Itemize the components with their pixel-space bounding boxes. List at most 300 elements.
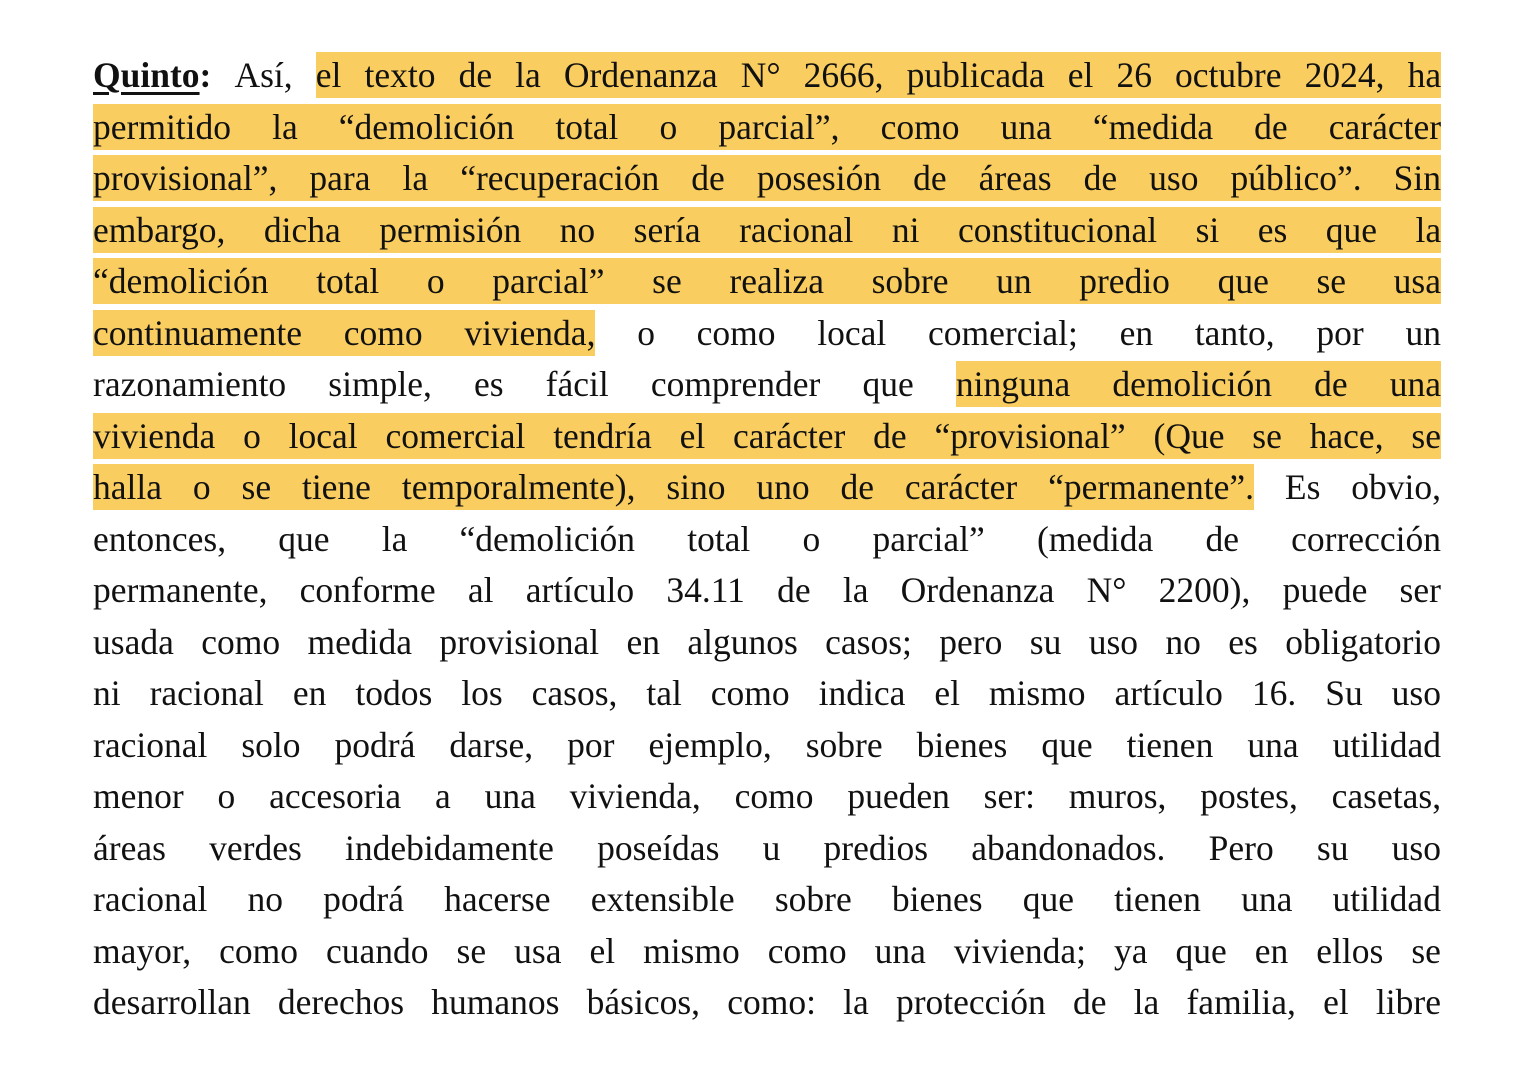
word: la [1133,982,1160,1022]
word-gap [1201,619,1228,665]
word-gap [845,413,873,459]
highlighted-word: dicha [264,207,341,253]
word: desarrollan [93,982,251,1022]
word: que [278,518,330,559]
highlighted-word: uso [1149,155,1198,201]
word-gap [184,773,218,819]
word: racional [93,879,208,919]
word-gap [428,155,460,201]
word-gap [486,928,514,974]
word-gap [660,619,687,665]
text-line [93,567,1441,619]
word: simple, [328,364,432,404]
highlighted-word: es [1258,207,1288,253]
highlighted-word: constitucional [958,207,1157,253]
word-gap [1070,361,1112,407]
word-gap [1383,928,1411,974]
word-gap [701,773,735,819]
word: los [461,673,503,713]
word: no [1165,621,1201,662]
word-gap [302,310,344,356]
word: podrá [323,879,404,919]
word-gap [1224,413,1252,459]
word-gap [162,464,193,510]
word-gap [302,825,345,871]
word: u [762,827,781,868]
word-gap [1052,104,1093,150]
word: la [842,570,869,610]
word-gap [412,619,439,665]
word-gap [1320,464,1351,510]
word: en [1254,930,1289,971]
word: casos; [825,621,912,662]
word-gap [852,876,892,922]
word-gap [1159,979,1186,1025]
word-gap [1046,979,1073,1025]
word-gap [884,52,907,98]
word-gap [1274,825,1317,871]
word-gap [1269,258,1317,304]
word: vivienda; [953,930,1086,971]
word-gap [166,825,209,871]
highlighted-word: de [1084,155,1118,201]
word-gap [504,361,546,407]
word-gap [1170,258,1218,304]
highlighted-word: se [1411,413,1441,459]
word-gap [1201,876,1241,922]
word: de [777,570,811,610]
highlighted-word: permisión [379,207,521,253]
highlighted-word: predio [1079,258,1170,304]
word-gap [599,619,626,665]
word: hacerse [444,879,551,919]
word-gap [912,619,939,665]
word-gap [225,207,263,253]
word-gap [1213,722,1247,768]
word-gap [445,258,493,304]
word: áreas [93,827,166,868]
highlighted-word: permitido [93,104,231,150]
word: no [247,879,283,919]
highlighted-word: “provisional” [934,413,1125,459]
word-gap [798,619,825,665]
word: casetas, [1331,776,1442,816]
word: se [1411,930,1441,971]
highlighted-word: parcial”, [718,104,839,150]
word-gap [959,104,1000,150]
word-gap [1213,104,1254,150]
word-gap [432,670,461,716]
word: a [434,776,451,816]
highlighted-word: sino [666,464,725,510]
word: usada [93,621,174,662]
highlighted-word: 2024, [1305,52,1385,98]
text-line [93,207,1441,259]
highlighted-word: de [1314,361,1348,407]
word: en [292,673,327,713]
word: familia, [1186,982,1296,1022]
word-gap [595,207,633,253]
highlighted-word: sobre [872,258,949,304]
word: en [1119,312,1154,353]
word-gap [1272,361,1314,407]
word-gap [371,155,403,201]
word: racional [149,673,264,713]
word-gap [1157,207,1195,253]
word-gap [853,207,891,253]
highlighted-word: una [1390,361,1441,407]
highlighted-word: carácter [733,413,845,459]
highlighted-word: Ordenanza [564,52,718,98]
word: algunos [687,621,798,662]
highlighted-word: de [459,52,493,98]
word-gap [868,567,900,613]
word: uso [1391,673,1441,713]
word: obligatorio [1285,621,1442,662]
word-gap [174,619,201,665]
word-gap [1165,825,1208,871]
highlighted-word: se [1252,413,1282,459]
word: mismo [643,930,740,971]
word-gap [1288,928,1316,974]
highlighted-word: temporalmente), [402,464,636,510]
word: ni [93,673,121,713]
word-gap [1126,567,1158,613]
word-gap [559,979,586,1025]
word-gap [1032,258,1080,304]
highlighted-word: tendría [553,413,652,459]
word: el [934,673,960,713]
word-gap [1106,979,1133,1025]
word-gap [561,928,589,974]
word: tanto, [1194,312,1275,353]
word-gap [1275,310,1317,356]
word-gap [1384,413,1412,459]
word: accesoria [269,776,402,816]
word: de [1205,518,1239,559]
word-gap [947,155,979,201]
highlighted-word: (Que [1154,413,1225,459]
word-gap [1086,670,1115,716]
word-gap [1061,619,1088,665]
word: sobre [805,724,883,765]
highlighted-word: de [691,155,725,201]
word-gap [907,413,935,459]
word-gap [682,670,711,716]
word: artículo [525,570,635,610]
word: conforme [299,570,436,610]
word-gap [750,516,802,562]
word-gap [521,207,559,253]
highlighted-word: total [555,104,618,150]
word-gap [1093,52,1116,98]
word: su [1029,621,1062,662]
highlighted-word: embargo, [93,207,225,253]
word-gap [824,258,872,304]
word-gap [1117,155,1149,201]
word: como [710,673,790,713]
highlighted-word: un [996,258,1032,304]
highlighted-word: “recuperación [460,155,659,201]
word-gap [1250,567,1282,613]
highlighted-word: no [560,207,596,253]
highlighted-word: de [841,464,875,510]
word-gap [790,670,819,716]
word-gap [776,310,818,356]
word: el [1323,982,1349,1022]
word: que [862,364,914,404]
word-gap [914,361,956,407]
word-gap [551,876,591,922]
word-gap [1093,722,1127,768]
word-gap [554,825,597,871]
word-gap [536,773,570,819]
word: una [484,776,536,816]
highlighted-word: o [660,104,678,150]
highlighted-word: 26 [1116,52,1152,98]
highlighted-word: texto [364,52,435,98]
word: el [589,930,616,971]
word: una [1247,724,1299,765]
word: que [1041,724,1093,765]
highlighted-word: N° [741,52,781,98]
word: pueden [847,776,950,816]
word-gap [811,567,843,613]
word: comprender [650,364,821,404]
word-gap [1152,52,1175,98]
word: predios [823,827,929,868]
word-gap [652,413,680,459]
word: “demolición [459,518,636,559]
word: (medida [1036,518,1154,559]
word-gap [261,413,289,459]
word: bienes [891,879,983,919]
word: muros, [1068,776,1167,816]
word-gap [816,979,843,1025]
word-gap [1348,825,1391,871]
highlighted-word: 2666, [804,52,884,98]
word-gap [1054,567,1086,613]
highlighted-word: carácter [1329,104,1441,150]
word-gap [298,928,326,974]
word: protección [895,982,1046,1022]
word-gap [1035,773,1069,819]
word: en [626,621,660,662]
word-gap [960,670,989,716]
word-gap [659,155,691,201]
highlighted-word: posesión [757,155,881,201]
word: corrección [1291,518,1441,559]
word-gap [121,670,150,716]
highlighted-word: local [289,413,358,459]
word: puede [1282,570,1368,610]
word: poseídas [597,827,720,868]
highlighted-word: la [1415,207,1441,253]
text-line [93,670,1441,722]
word-gap [1288,104,1329,150]
word: como: [727,982,816,1022]
word: uso [1391,827,1441,868]
word: entonces, [93,518,227,559]
word-gap [820,361,862,407]
word: ejemplo, [648,724,772,765]
text-line [93,825,1441,877]
text-line [93,722,1441,774]
word-gap [780,825,823,871]
highlighted-word: publicada [907,52,1045,98]
word: medida [307,621,412,662]
highlighted-word: demolición [1112,361,1272,407]
word: tal [646,673,682,713]
word-gap [264,670,293,716]
word: racional [93,724,208,765]
word: local [817,312,887,353]
word-gap [635,516,687,562]
highlighted-word: parcial” [492,258,604,304]
word: todos [355,673,433,713]
word: utilidad [1332,879,1441,919]
highlighted-word: o [427,258,445,304]
word-gap [920,207,958,253]
highlighted-word: público”. [1231,155,1362,201]
word: comercial; [928,312,1078,353]
word-gap [268,258,316,304]
word-gap [617,670,646,716]
highlighted-word: halla [93,464,162,510]
word: que [1175,930,1227,971]
word: un [1405,312,1441,353]
word-gap [525,413,553,459]
word-gap [235,773,269,819]
word-gap [1298,773,1332,819]
highlighted-word: ni [892,207,920,253]
word-gap [928,825,971,871]
word-gap [635,464,666,510]
word-gap [207,722,241,768]
word-gap [869,979,896,1025]
highlighted-word: si [1196,207,1220,253]
highlighted-word: de [873,413,907,459]
highlighted-word: que [1326,207,1377,253]
word-gap [1282,52,1305,98]
highlighted-word: ha [1408,52,1442,98]
word: tienen [1126,724,1214,765]
word-gap [1363,670,1392,716]
highlighted-word: total [316,258,379,304]
word: sobre [774,879,852,919]
word-gap [211,464,242,510]
word-gap [280,619,307,665]
highlighted-word: se [242,464,272,510]
text-line [93,464,1441,516]
word-gap [451,773,485,819]
highlighted-word: la [272,104,298,150]
word-gap [614,722,648,768]
word-gap [251,979,278,1025]
word: o [637,312,655,353]
highlighted-word: usa [1394,258,1441,304]
highlighted-word: la [403,155,429,201]
word-gap [595,310,637,356]
highlighted-word: tiene [302,464,371,510]
word-gap [1282,413,1310,459]
word: parcial” [872,518,985,559]
word-gap [283,876,323,922]
word-gap [615,928,643,974]
word-gap [682,258,730,304]
word-gap [1287,207,1325,253]
word: o [802,518,821,559]
highlighted-word: octubre [1175,52,1281,98]
highlighted-word: el [1068,52,1094,98]
word-gap [618,104,659,150]
word-gap [605,258,653,304]
word: como [219,930,299,971]
word: casos, [531,673,618,713]
highlighted-word: hace, [1310,413,1384,459]
word-gap [1138,619,1165,665]
word-gap [1258,619,1285,665]
word-gap [267,567,299,613]
word-gap [326,670,355,716]
word-gap [735,876,775,922]
highlighted-word: de [913,155,947,201]
word: postes, [1200,776,1298,816]
word: la [381,518,408,559]
word: uso [1088,621,1139,662]
word: humanos [431,982,560,1022]
word: ser [1399,570,1441,610]
word: abandonados. [971,827,1166,868]
word-gap [1074,876,1114,922]
word-gap [330,516,382,562]
word: mayor, [93,930,192,971]
word-gap [341,207,379,253]
word: por [567,724,615,765]
word-gap [1348,361,1390,407]
word-gap [950,773,984,819]
word-gap [404,876,444,922]
word: utilidad [1332,724,1442,765]
word: pero [939,621,1003,662]
word-gap [700,979,727,1025]
highlighted-word: sería [634,207,701,253]
word-gap [1007,722,1041,768]
highlighted-word: o [193,464,211,510]
highlighted-word: el [680,413,706,459]
word-gap [1364,310,1406,356]
word-gap [494,567,526,613]
word: como [201,621,281,662]
word: por [1316,312,1364,353]
word-gap [1362,155,1394,201]
word: verdes [209,827,302,868]
word-gap [533,722,567,768]
word: al [467,570,494,610]
word: indica [818,673,906,713]
word-gap [814,773,848,819]
highlighted-word: de [1254,104,1288,150]
highlighted-word: se [652,258,682,304]
word-gap [1052,155,1084,201]
highlighted-word: Sin [1394,155,1441,201]
word-gap [358,413,386,459]
highlighted-word: o [243,413,261,459]
word: 16. [1251,673,1297,713]
word-gap [301,722,335,768]
word-gap [820,516,872,562]
highlighted-word: realiza [729,258,824,304]
